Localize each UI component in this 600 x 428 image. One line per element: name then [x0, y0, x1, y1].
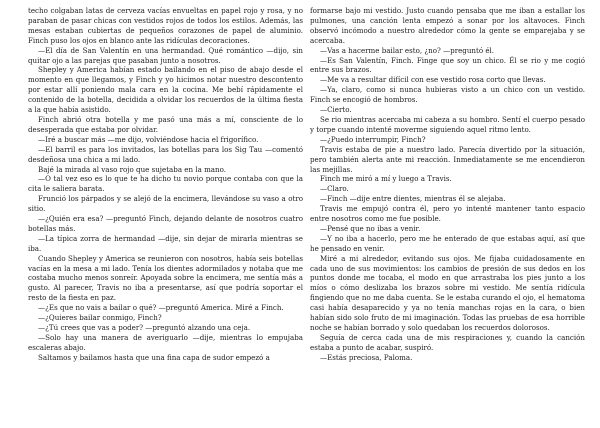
- paragraph: Saltamos y bailamos hasta que una fina capa de sudor empezó a: [38, 352, 270, 362]
- paragraph: —¿Es que no vais a bailar o qué? —preguntó America. Miré a Finch.: [38, 303, 284, 313]
- paragraph: —Finch —dije entre dientes, mientras él se alejaba.: [320, 194, 506, 204]
- paragraph: —Pensé que no ibas a venir.: [320, 223, 421, 233]
- paragraph: Travis me empujó contra él, pero yo intenté mantener tanto espacio entre nosotros como me fue posible.: [310, 204, 585, 224]
- paragraph: techo colgaban latas de cerveza vacías envueltas en papel rojo y rosa, y no paraban de pasar chicas con vestidos rojos de todos los estilos. Además, las mesas estaban cubiertas de pequeños corazones de papel de aluminio. Finch puso los ojos en blanco ante las ridículas decoraciones.: [28, 6, 303, 45]
- paragraph: —Cierto.: [320, 105, 352, 115]
- paragraph: —Y no iba a hacerlo, pero me he enterado de que estabas aquí, así que he pensado en venir.: [310, 233, 585, 253]
- paragraph: Frunció los párpados y se alejó de la encimera, llevándose su vaso a otro sitio.: [28, 194, 303, 214]
- paragraph: —¿Quieres bailar conmigo, Finch?: [38, 313, 162, 323]
- paragraph: —El barril es para los invitados, las botellas para los Sig Tau —comentó desdeñosa una chica a mi lado.: [28, 144, 303, 164]
- paragraph: —Es San Valentín, Finch. Finge que soy un chico. Él se rio y me cogió entre sus brazos.: [310, 55, 585, 75]
- paragraph: —¿Tú crees que vas a poder? —preguntó alzando una ceja.: [38, 323, 251, 332]
- paragraph: Finch abrió otra botella y me pasó una más a mí, consciente de lo desesperada que estaba por olvidar.: [28, 114, 303, 134]
- paragraph: —¿Quién era esa? —preguntó Finch, dejando delante de nosotros cuatro botellas más.: [28, 214, 303, 233]
- right-page: [310, 0, 585, 428]
- paragraph: Seguía de cerca cada una de mis respiraciones y, cuando la canción estaba a punto de acabar, suspiró.: [310, 332, 585, 352]
- left-page: [28, 0, 303, 428]
- paragraph: —Vas a hacerme bailar esto, ¿no? —preguntó él.: [320, 45, 495, 55]
- paragraph: Se rio mientras acercaba mi cabeza a su hombro. Sentí el cuerpo pesado y torpe cuando intenté moverme siguiendo aquel ritmo lento.: [310, 114, 585, 134]
- paragraph: formarse bajo mi vestido. Justo cuando pensaba que me iban a estallar los pulmones, una canción lenta empezó a sonar por los altavoces. Finch observó incómodo a nuestro alrededor cómo la gente se emparejaba y se acercaba.: [310, 6, 585, 45]
- paragraph: —La típica zorra de hermandad —dije, sin dejar de mirarla mientras se iba.: [28, 233, 303, 253]
- paragraph: —Estás preciosa, Paloma.: [320, 352, 413, 362]
- paragraph: —Me va a resultar difícil con ese vestido rosa corto que llevas.: [320, 75, 546, 85]
- paragraph: Cuando Shepley y America se reunieron con nosotros, había seis botellas vacías en la mesa a mi lado. Tenía los dientes adormilados y notaba que me costaba mucho menos sonreír. Apoyada sobre la encimera, me sentía más a gusto. Al parecer, Travis no iba a presentarse, así que podría soportar el resto de la fiesta en paz.: [28, 253, 303, 303]
- paragraph: —Ya, claro, como si nunca hubieras visto a un chico con un vestido. Finch se encogió de hombros.: [310, 85, 585, 105]
- right-page-text: [310, 6, 585, 363]
- paragraph: Shepley y America habían estado bailando en el piso de abajo desde el momento en que llegamos, y Finch y yo hicimos notar nuestro descontento por estar allí poniendo mala cara en la cocina. Me bebí rápidamente el contenido de la botella, decidida a olvidar los recuerdos de la última fiesta a la que había asistido.: [28, 65, 303, 115]
- paragraph: —Iré a buscar más —me dijo, volviéndose hacia el frigorífico.: [38, 134, 259, 144]
- paragraph: Travis estaba de pie a nuestro lado. Parecía divertido por la situación, pero también alerta ante mi reacción. Inmediatamente se me encendieron las mejillas.: [310, 144, 585, 174]
- paragraph: —¿Puedo interrumpir, Finch?: [320, 134, 426, 144]
- paragraph: Miré a mi alrededor, evitando sus ojos. Me fijaba cuidadosamente en cada uno de sus movimientos: los cambios de presión de sus dedos en los puntos donde me tocaba, el modo en que arrastraba los pies junto a los míos o cómo deslizaba los brazos sobre mi vestido. Me sentía ridícula fingiendo que no me daba cuenta. Se le estaba curando el ojo, el hematoma casi había desaparecido y ya no tenía manchas rojas en la cara, o bien habían sido solo fruto de mi imaginación. Todas las pruebas de esa horrible noche se habían borrado y solo quedaban los recuerdos dolorosos.: [310, 253, 585, 332]
- paragraph: —Solo hay una manera de averiguarlo —dije, mientras lo empujaba escaleras abajo.: [28, 332, 303, 352]
- paragraph: Finch me miró a mí y luego a Travis.: [320, 174, 452, 184]
- left-page-text: [28, 6, 303, 363]
- paragraph: —El día de San Valentín en una hermandad. Qué romántico —dijo, sin quitar ojo a las parejas que pasaban junto a nosotros.: [28, 45, 303, 65]
- paragraph: —O tal vez eso es lo que te ha dicho tu novio porque contaba con que la cita le saliera barata.: [28, 174, 303, 194]
- paragraph: —Claro.: [320, 184, 349, 194]
- paragraph: Bajé la mirada al vaso rojo que sujetaba en la mano.: [38, 164, 227, 174]
